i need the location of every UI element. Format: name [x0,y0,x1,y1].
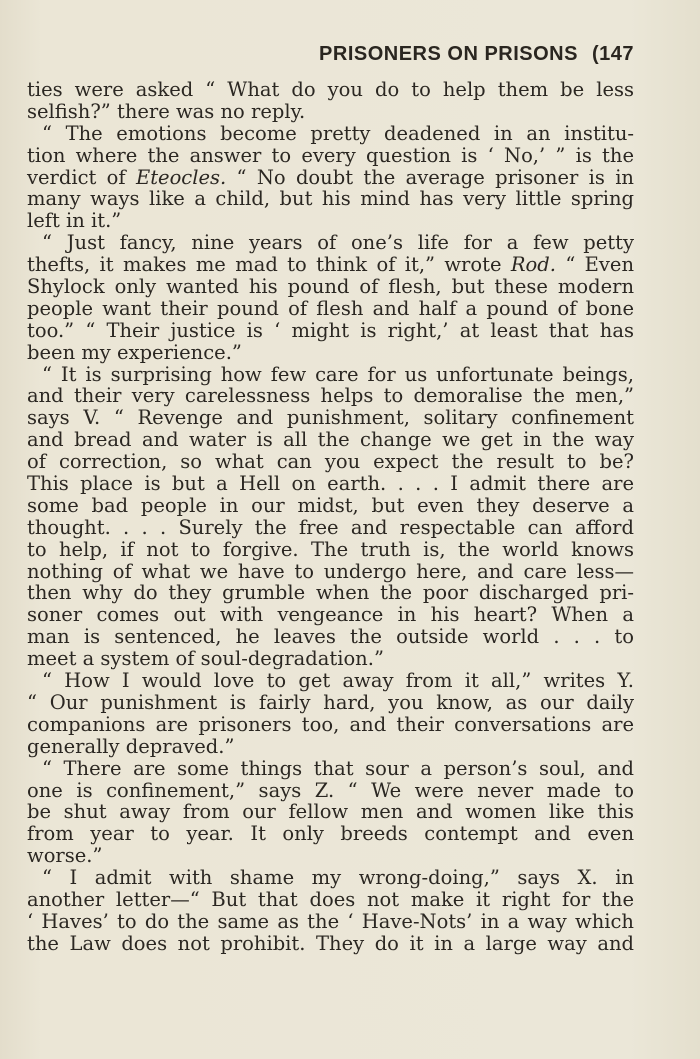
text-line: then why do they grumble when the poor discharged pri- [27,581,634,605]
text-line: selfish?” there was no reply. [27,99,306,123]
text-line: left in it.” [27,209,122,233]
text-line: nothing of what we have to undergo here, and care less— [27,559,634,583]
text-line [27,167,634,189]
text-line: thought. . . . Surely the free and respectable can afford [27,515,634,539]
text-line: from year to year. It only breeds contempt and even [27,822,634,846]
text-line: meet a system of soul-degradation.” [27,647,384,671]
text-line: to help, if not to forgive. The truth is, the world knows [27,537,634,561]
text-line: Shylock only wanted his pound of flesh, but these modern [27,275,634,299]
text-segment: verdict of [27,165,136,189]
text-segment: thefts, it makes me mad to think of it,” wrote [27,253,511,277]
text-line: “ There are some things that sour a person’s soul, and [42,756,634,780]
text-line: ‘ Haves’ to do the same as the ‘ Have-Nots’ in a way which [27,909,634,933]
text-line: worse.” [27,844,103,868]
text-line: “ How I would love to get away from it all,” writes Y. [42,669,634,693]
text-line [27,254,634,276]
running-header [319,43,634,66]
italic-name: Rod. [510,253,556,277]
text-line [27,145,634,167]
text-line: of correction, so what can you expect the result to be? [27,450,634,474]
text-line: companions are prisoners too, and their conversations are [27,712,634,736]
text-line: some bad people in our midst, but even they deserve a [27,493,634,517]
text-line: says V. “ Revenge and punishment, solitary confinement [27,406,634,430]
text-line: “ Our punishment is fairly hard, you know, as our daily [27,690,634,714]
text-line: man is sentenced, he leaves the outside world . . . to [27,625,634,649]
text-line: and bread and water is all the change we get in the way [27,428,634,452]
text-line: people want their pound of flesh and half a pound of bone [27,296,634,320]
body-text [27,79,634,955]
text-line: “ Just fancy, nine years of one’s life for a few petty [42,231,634,255]
text-line: the Law does not prohibit. They do it in a large way and [27,931,634,955]
page-number: (147 [591,43,634,65]
text-line: “ It is surprising how few care for us unfortunate beings, [42,362,634,386]
text-line: one is confinement,” says Z. “ We were never made to [27,778,634,802]
text-segment: tion where the answer to every question is ‘ No,’ ” is the [27,143,634,167]
text-line: “ The emotions become pretty deadened in an institu- [42,121,634,145]
text-line: “ I admit with shame my wrong-doing,” says X. in [42,866,634,890]
text-line: many ways like a child, but his mind has very little spring [27,187,634,211]
text-line: generally depraved.” [27,734,235,758]
text-segment: “ No doubt the average prisoner is in [226,165,634,189]
text-line: soner comes out with vengeance in his heart? When a [27,603,634,627]
text-line: and their very carelessness helps to demoralise the men,” [27,384,634,408]
text-segment: “ Even [555,253,634,277]
running-title: PRISONERS ON PRISONS [319,43,578,65]
text-line: ties were asked “ What do you do to help them be less [27,78,634,101]
text-line: be shut away from our fellow men and women like this [27,800,634,824]
text-line: another letter—“ But that does not make it right for the [27,887,634,911]
italic-name: Eteocles. [135,165,227,189]
text-line: This place is but a Hell on earth. . . . I admit there are [27,472,634,496]
text-line: been my experience.” [27,340,242,364]
text-line: too.” “ Their justice is ‘ might is right,’ at least that has [27,318,634,342]
